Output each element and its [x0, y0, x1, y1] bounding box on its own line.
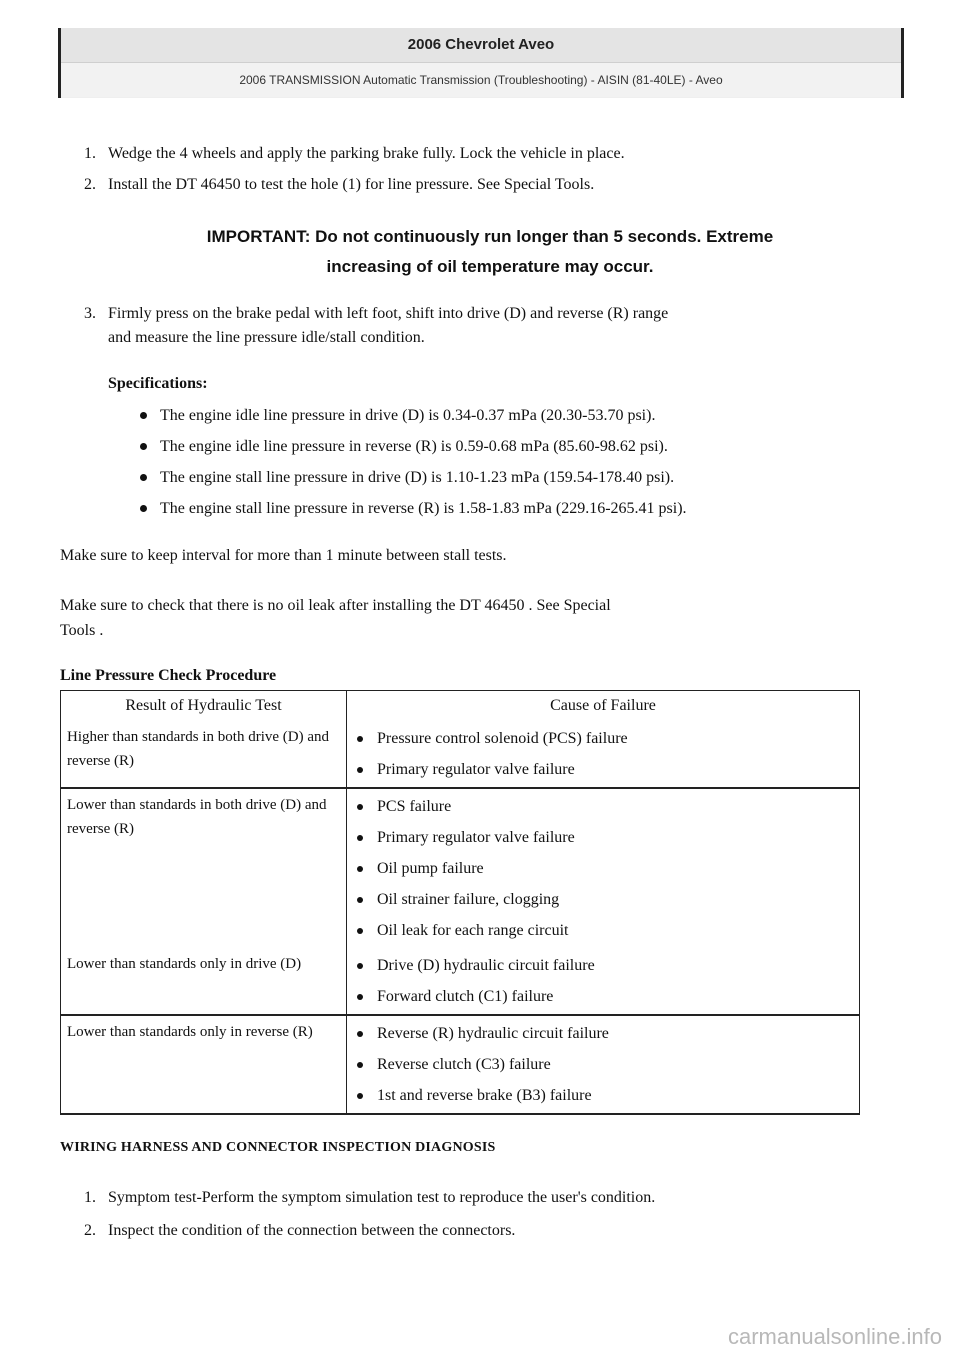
result-cell: Lower than standards only in reverse (R)	[61, 1015, 347, 1114]
cause-item: Reverse (R) hydraulic circuit failure	[353, 1018, 855, 1049]
table-row	[61, 721, 860, 788]
column-header-result: Result of Hydraulic Test	[61, 691, 347, 722]
step-3	[76, 302, 946, 354]
result-cell: Higher than standards in both drive (D) and reverse (R)	[61, 721, 347, 788]
cause-item: Drive (D) hydraulic circuit failure	[353, 950, 855, 981]
table-row	[61, 1015, 860, 1114]
step-text-line-2: and measure the line pressure idle/stall condition.	[108, 329, 425, 346]
header-title: 2006 Chevrolet Aveo	[61, 28, 901, 63]
watermark: carmanualsonline.info	[727, 1324, 942, 1349]
cause-cell	[347, 721, 860, 788]
specifications-list	[136, 400, 936, 524]
note-oil-leak-line-1: Make sure to check that there is no oil leak after installing the DT 46450 . See Special	[60, 597, 611, 614]
cause-item: Forward clutch (C1) failure	[353, 981, 855, 1012]
column-header-cause: Cause of Failure	[347, 691, 860, 722]
step-text: Install the DT 46450 to test the hole (1) for line pressure. See Special Tools.	[108, 176, 595, 193]
step-number: 2.	[84, 176, 96, 193]
step-text-line-1: Firmly press on the brake pedal with left foot, shift into drive (D) and reverse (R) range	[108, 305, 669, 322]
document-header	[58, 28, 904, 98]
important-line-2: increasing of oil temperature may occur.	[326, 257, 654, 276]
step-number: 3.	[84, 305, 96, 322]
note-stall-interval: Make sure to keep interval for more than 1 minute between stall tests.	[60, 547, 507, 564]
cause-item: Oil leak for each range circuit	[353, 915, 855, 946]
cause-item: Primary regulator valve failure	[353, 822, 855, 853]
spec-item: The engine idle line pressure in drive (D) is 0.34-0.37 mPa (20.30-53.70 psi).	[136, 400, 936, 431]
line-pressure-table	[60, 690, 860, 1115]
table-caption: Line Pressure Check Procedure	[60, 667, 277, 684]
specifications-label: Specifications:	[108, 375, 208, 392]
wiring-section-heading: WIRING HARNESS AND CONNECTOR INSPECTION DIAGNOSIS	[60, 1140, 496, 1155]
spec-item: The engine idle line pressure in reverse (R) is 0.59-0.68 mPa (85.60-98.62 psi).	[136, 431, 936, 462]
spec-item: The engine stall line pressure in drive (D) is 1.10-1.23 mPa (159.54-178.40 psi).	[136, 462, 936, 493]
cause-cell	[347, 948, 860, 1015]
cause-item: Oil pump failure	[353, 853, 855, 884]
important-notice	[100, 222, 880, 282]
result-cell: Lower than standards in both drive (D) and reverse (R)	[61, 788, 347, 948]
cause-item: Pressure control solenoid (PCS) failure	[353, 723, 855, 754]
header-subtitle: 2006 TRANSMISSION Automatic Transmission (Troubleshooting) - AISIN (81-40LE) - Aveo	[61, 63, 901, 97]
step-number: 2.	[84, 1222, 96, 1239]
cause-item: PCS failure	[353, 791, 855, 822]
step-number: 1.	[84, 1189, 96, 1206]
cause-cell	[347, 788, 860, 948]
step-text: Symptom test-Perform the symptom simulation test to reproduce the user's condition.	[108, 1189, 656, 1206]
step-text: Wedge the 4 wheels and apply the parking brake fully. Lock the vehicle in place.	[108, 145, 625, 162]
result-cell: Lower than standards only in drive (D)	[61, 948, 347, 1015]
cause-item: Oil strainer failure, clogging	[353, 884, 855, 915]
cause-item: 1st and reverse brake (B3) failure	[353, 1080, 855, 1111]
step-number: 1.	[84, 145, 96, 162]
table-row	[61, 948, 860, 1015]
cause-item: Primary regulator valve failure	[353, 754, 855, 785]
table-row	[61, 788, 860, 948]
cause-item: Reverse clutch (C3) failure	[353, 1049, 855, 1080]
note-oil-leak-line-2: Tools .	[60, 622, 104, 639]
step-text: Inspect the condition of the connection between the connectors.	[108, 1222, 516, 1239]
important-line-1: IMPORTANT: Do not continuously run longer than 5 seconds. Extreme	[206, 227, 774, 246]
spec-item: The engine stall line pressure in reverse (R) is 1.58-1.83 mPa (229.16-265.41 psi).	[136, 493, 936, 524]
cause-cell	[347, 1015, 860, 1114]
